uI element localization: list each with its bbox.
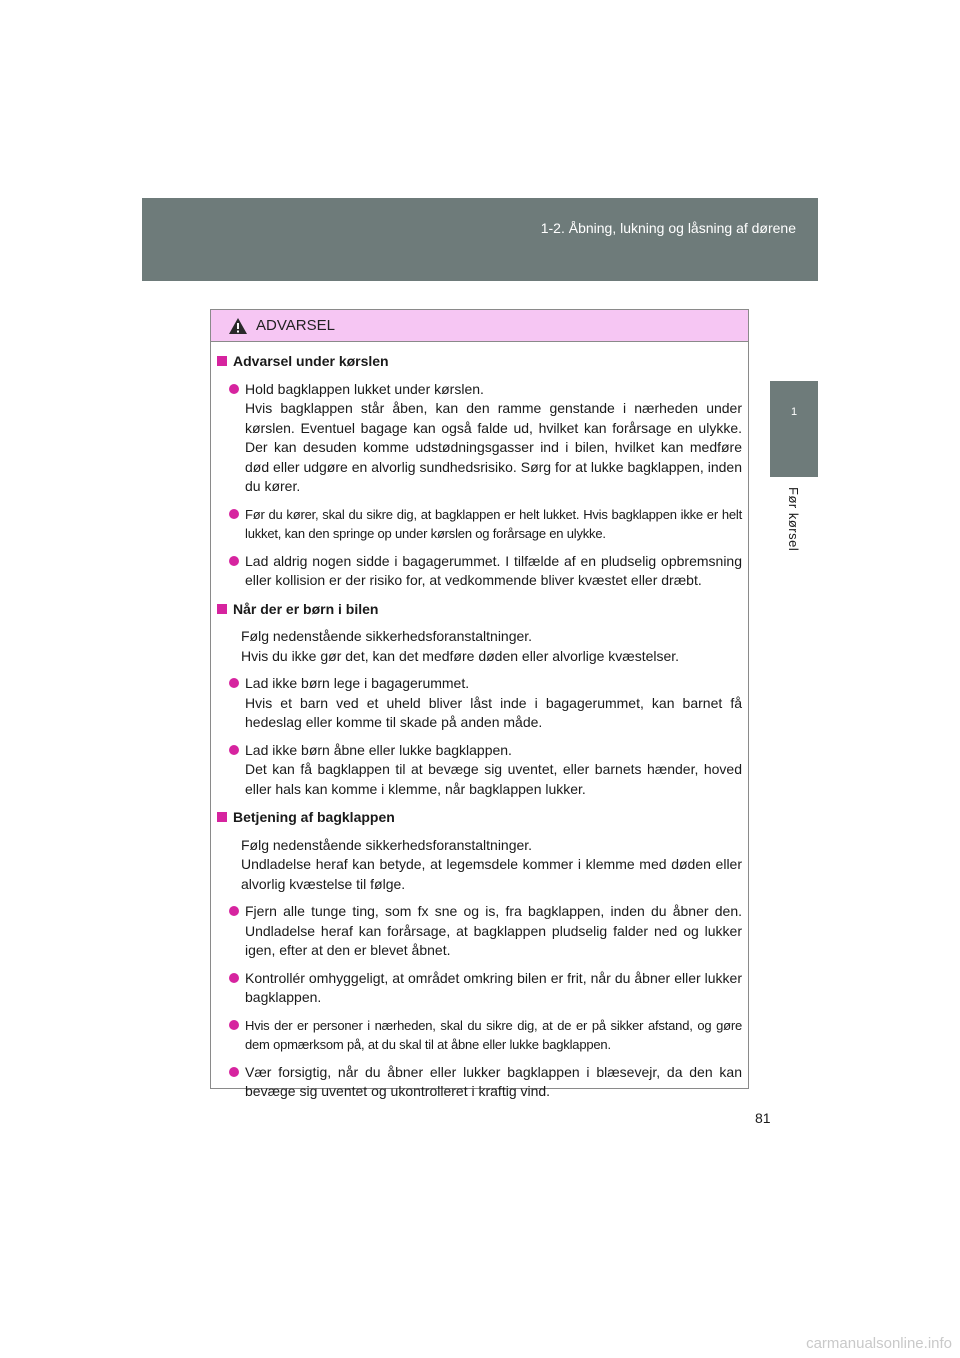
circle-bullet-icon xyxy=(229,678,239,688)
bullet-text: Før du kører, skal du sikre dig, at bagklappen er helt lukket. Hvis bagklappen ikke er helt lukket, kan den springe op under kørslen og forårsage en ulykke. xyxy=(245,506,742,541)
bullet-text: Vær forsigtig, når du åbner eller lukker bagklappen i blæsevejr, da den kan bevæge sig uventet og ukontrolleret i kraftig vind. xyxy=(245,1063,742,1099)
circle-bullet-icon xyxy=(229,745,239,755)
bullet-text: Det kan få bagklappen til at bevæge sig uventet, eller barnets hænder, hoved eller hals kan komme i klemme, når bagklappen lukker. xyxy=(245,761,742,797)
warning-content xyxy=(211,342,748,1102)
chapter-number: 1 xyxy=(790,406,798,418)
section-heading: Betjening af bagklappen xyxy=(217,808,742,828)
circle-bullet-icon xyxy=(229,384,239,394)
circle-bullet-icon xyxy=(229,973,239,983)
square-bullet-icon xyxy=(217,604,227,614)
section-heading: Når der er børn i bilen xyxy=(217,600,742,620)
section-heading: Advarsel under kørslen xyxy=(217,352,742,372)
bullet-first-line: Lad ikke børn lege i bagagerummet. xyxy=(245,675,470,691)
list-item xyxy=(217,1016,742,1055)
page-number: 81 xyxy=(755,1110,771,1126)
warning-box xyxy=(210,309,749,1099)
list-item xyxy=(217,969,742,1008)
header-band xyxy=(142,198,818,281)
list-item xyxy=(217,380,742,497)
warning-header xyxy=(211,310,748,342)
section-intro: Følg nedenstående sikkerhedsforanstaltninger. Hvis du ikke gør det, kan det medføre døden eller alvorlige kvæstelser. xyxy=(241,628,680,664)
section-title: 1-2. Åbning, lukning og låsning af dørene xyxy=(540,220,796,236)
circle-bullet-icon xyxy=(229,556,239,566)
bullet-first-line: Lad ikke børn åbne eller lukke bagklappen. xyxy=(245,741,512,758)
section-intro: Følg nedenstående sikkerhedsforanstaltninger. Undladelse heraf kan betyde, at legemsdele kommer i klemme med døden eller alvorlig kvæstelse til følge. xyxy=(241,836,742,892)
warning-title: ADVARSEL xyxy=(256,317,335,334)
bullet-text: Hvis der er personer i nærheden, skal du sikre dig, at de er på sikker afstand, og gøre dem opmærksom på, at du skal til at åbne eller lukke bagklappen. xyxy=(245,1017,742,1052)
list-item xyxy=(217,674,742,733)
circle-bullet-icon xyxy=(229,1067,239,1077)
list-item xyxy=(217,741,742,800)
bullet-text: Hvis bagklappen står åben, kan den ramme genstande i nærheden under kørslen. Eventuel bagage kan også falde ud, hvilket kan forårsage en ulykke. Der kan desuden komme udstødningsgasser ind i bilen, hvilket kan medføre død eller udgøre en alvorlig sundhedsrisiko. Sørg for at lukke bagklappen, inden du kører. xyxy=(245,400,742,494)
square-bullet-icon xyxy=(217,356,227,366)
chapter-tab xyxy=(770,381,818,477)
list-item xyxy=(217,552,742,591)
circle-bullet-icon xyxy=(229,509,239,519)
bullet-text: Lad aldrig nogen sidde i bagagerummet. I tilfælde af en pludselig opbremsning eller kollision er der risiko for, at vedkommende bliver kvæstet eller dræbt. xyxy=(245,552,742,588)
list-item xyxy=(217,1063,742,1102)
bullet-text: Kontrollér omhyggeligt, at området omkring bilen er frit, når du åbner eller lukker bagklappen. xyxy=(245,969,742,1005)
square-bullet-icon xyxy=(217,812,227,822)
warning-triangle-icon xyxy=(228,317,248,335)
chapter-label: Før kørsel xyxy=(786,487,801,552)
list-item xyxy=(217,505,742,544)
list-item xyxy=(217,902,742,961)
bullet-text: Fjern alle tunge ting, som fx sne og is, fra bagklappen, inden du åbner den. Undladelse heraf kan forårsage, at bagklappen pludselig falder ned og lukker igen, efter at den er blevet åbnet. xyxy=(245,903,742,958)
circle-bullet-icon xyxy=(229,1020,239,1030)
bullet-text: Hvis et barn ved et uheld bliver låst inde i bagagerummet, kan barnet få hedeslag eller komme til skade på anden måde. xyxy=(245,694,742,730)
watermark: carmanualsonline.info xyxy=(806,1335,952,1352)
bullet-first-line: Hold bagklappen lukket under kørslen. xyxy=(245,380,484,397)
circle-bullet-icon xyxy=(229,906,239,916)
